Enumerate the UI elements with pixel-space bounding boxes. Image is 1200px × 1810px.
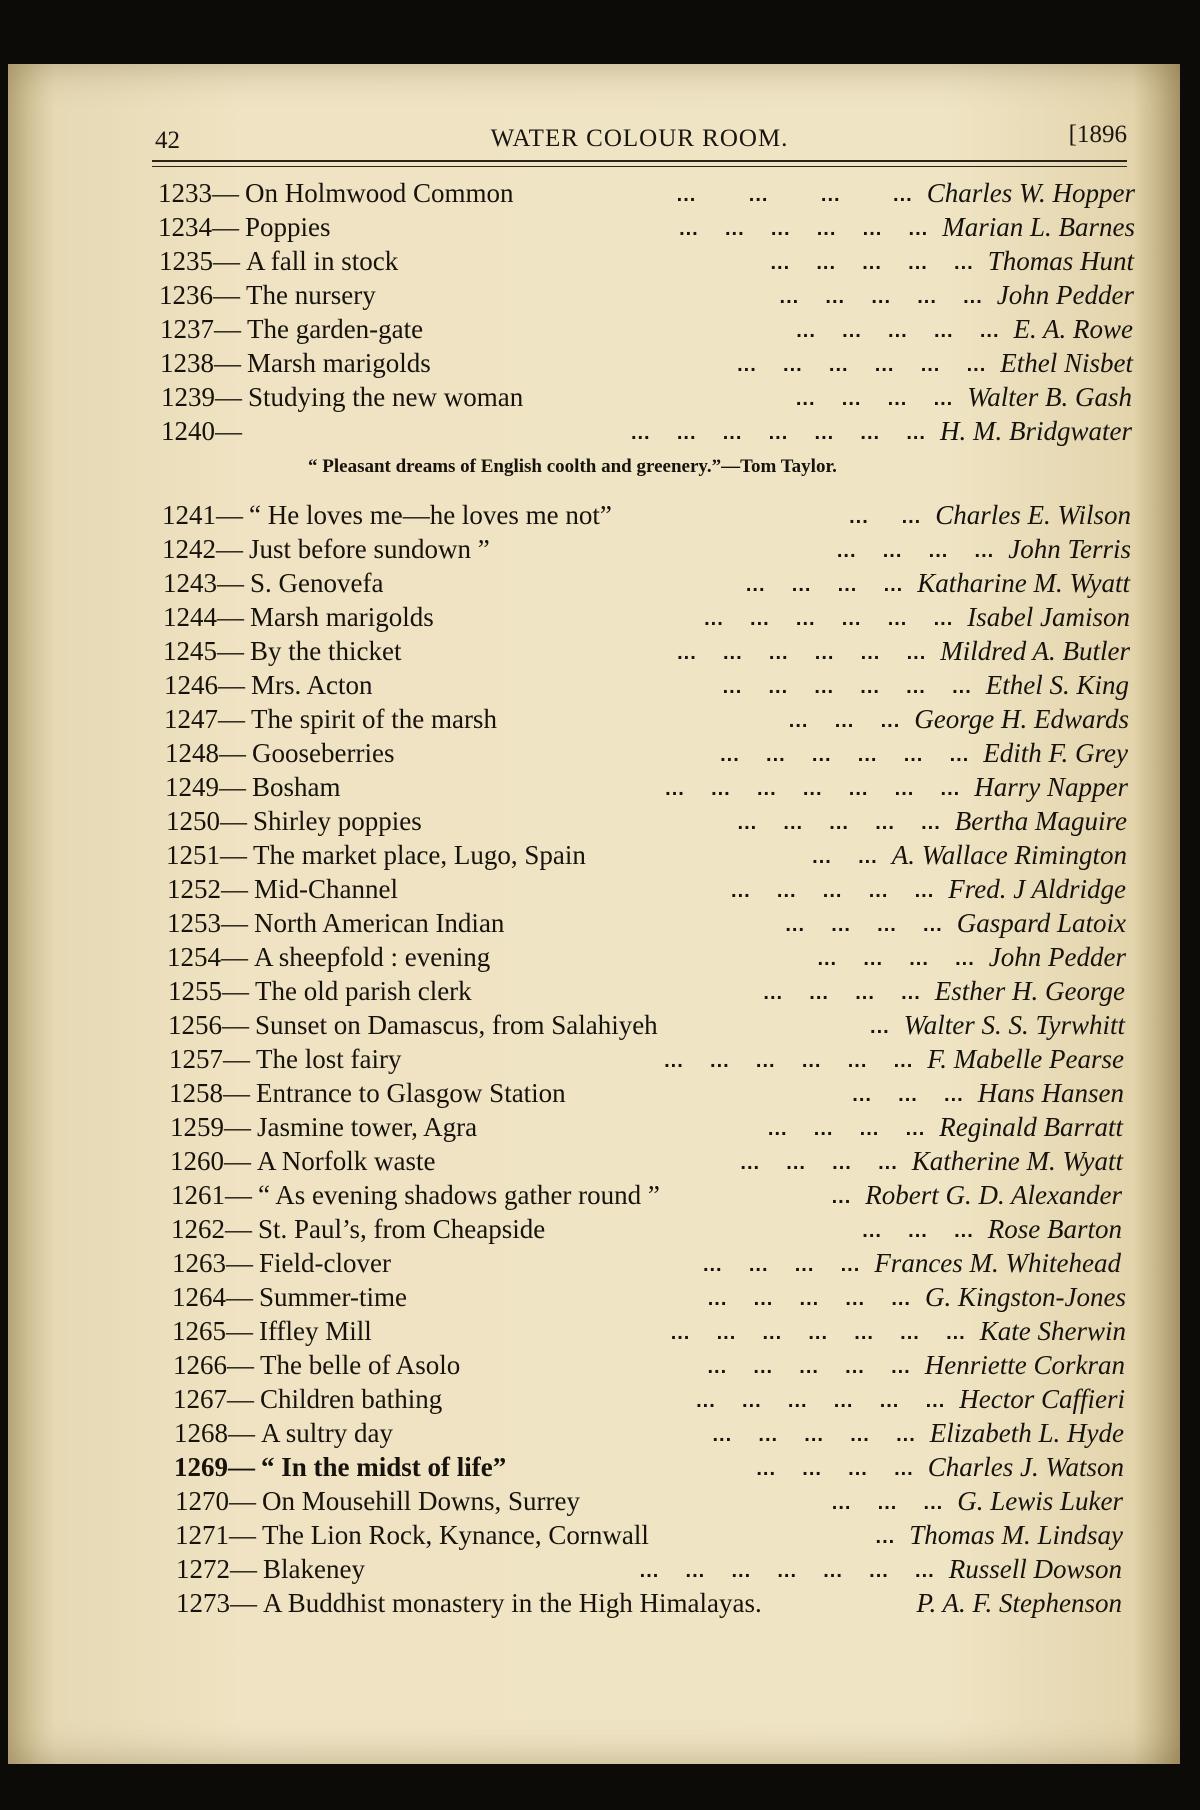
entry-title: By the thicket (250, 636, 402, 666)
artist-name: G. Lewis Luker (957, 1486, 1123, 1516)
entry-title: Studying the new woman (248, 382, 524, 412)
entry-number: 1262— (171, 1214, 252, 1244)
leader-dots: ... ... ... ... ... (707, 1356, 911, 1378)
page-header (152, 121, 1127, 161)
leader-dots: ... ... ... (831, 1492, 944, 1514)
artist-name: Charles W. Hopper (926, 178, 1135, 208)
leader-dots: ... ... (849, 506, 922, 528)
artist-name: Katherine M. Wyatt (911, 1146, 1123, 1176)
entry-title: Jasmine tower, Agra (257, 1112, 478, 1142)
artist-name: Katharine M. Wyatt (917, 568, 1130, 598)
artist-name: Robert G. D. Alexander (865, 1180, 1122, 1210)
catalogue-entry (0, 872, 1200, 906)
leader-dots: ... (831, 1186, 852, 1208)
entry-number: 1247— (164, 704, 245, 734)
artist-name: George H. Edwards (914, 704, 1129, 734)
entry-number: 1240— (161, 416, 242, 446)
artist-name: Bertha Maguire (954, 806, 1127, 836)
artist-name: Reginald Barratt (939, 1112, 1123, 1142)
epigraph-quote (0, 448, 1200, 498)
artist-name: Frances M. Whitehead (874, 1248, 1121, 1278)
leader-dots: ... ... ... ... (836, 540, 995, 562)
entry-number: 1248— (165, 738, 246, 768)
entry-number: 1244— (163, 602, 244, 632)
leader-dots: ... ... ... ... ... ... (737, 354, 987, 376)
artist-name: Charles J. Watson (927, 1452, 1124, 1482)
entry-title: Mid-Channel (254, 874, 398, 904)
catalogue-entry (0, 1246, 1200, 1280)
entry-title: A sultry day (261, 1418, 393, 1448)
catalogue-entry (0, 532, 1200, 566)
page-number: 42 (155, 127, 180, 154)
entry-number: 1254— (167, 942, 248, 972)
leader-dots: ... ... ... ... ... (737, 812, 941, 834)
entry-title: Gooseberries (252, 738, 395, 768)
entry-number: 1249— (165, 772, 246, 802)
catalogue-entry (0, 1110, 1200, 1144)
entry-title: “ In the midst of life” (261, 1452, 507, 1482)
catalogue-entry (0, 1586, 1200, 1620)
catalogue-entry (0, 1212, 1200, 1246)
entry-title: Poppies (245, 212, 331, 242)
leader-dots: ... ... ... ... ... ... (722, 676, 972, 698)
catalogue-entry (0, 1280, 1200, 1314)
entry-title: On Holmwood Common (245, 178, 514, 208)
artist-name: Edith F. Grey (983, 738, 1128, 768)
leader-dots: ... ... ... ... ... ... (677, 642, 927, 664)
entry-title: Iffley Mill (259, 1316, 372, 1346)
artist-name: Thomas M. Lindsay (909, 1520, 1123, 1550)
artist-name: H. M. Bridgwater (940, 416, 1132, 446)
entry-number: 1251— (166, 840, 247, 870)
artist-name: Russell Dowson (948, 1554, 1122, 1584)
leader-dots: ... (870, 1016, 890, 1038)
catalogue-entry (0, 1042, 1200, 1076)
entry-title: The lost fairy (256, 1044, 402, 1074)
entry-title: A Buddhist monastery in the High Himalayas. (263, 1588, 762, 1618)
entry-number: 1260— (170, 1146, 251, 1176)
entry-number: 1235— (159, 246, 240, 276)
leader-dots: ... ... ... ... ... ... (679, 218, 929, 240)
artist-name: Walter B. Gash (967, 382, 1132, 412)
entry-number: 1259— (170, 1112, 251, 1142)
entry-title: Summer-time (259, 1282, 407, 1312)
catalogue-entry (0, 414, 1200, 448)
artist-name: Henriette Corkran (924, 1350, 1125, 1380)
artist-name: Rose Barton (987, 1214, 1122, 1244)
entry-title: Marsh marigolds (247, 348, 431, 378)
catalogue-entry (0, 1178, 1200, 1212)
leader-dots: ... ... ... ... (745, 574, 904, 596)
entry-number: 1267— (173, 1384, 254, 1414)
entry-number: 1258— (169, 1078, 250, 1108)
catalogue-entry (0, 736, 1200, 770)
entry-number: 1273— (176, 1588, 257, 1618)
entry-title: St. Paul’s, from Cheapside (258, 1214, 546, 1244)
entry-number: 1269— (174, 1452, 255, 1482)
leader-dots: ... ... ... ... (767, 1118, 926, 1140)
catalogue-entry (0, 1416, 1200, 1450)
leader-dots: ... ... ... ... ... ... (664, 1050, 914, 1072)
entry-number: 1236— (159, 280, 240, 310)
entry-title: On Mousehill Downs, Surrey (262, 1486, 580, 1516)
artist-name: Marian L. Barnes (942, 212, 1135, 242)
leader-dots: ... ... ... ... (763, 982, 921, 1004)
artist-name: Walter S. S. Tyrwhitt (903, 1010, 1125, 1040)
artist-name: Hector Caffieri (959, 1384, 1125, 1414)
epigraph-text: “ Pleasant dreams of English coolth and greenery.”—Tom Taylor. (308, 456, 837, 477)
leader-dots: ... ... ... ... ... (712, 1424, 916, 1446)
artist-name: P. A. F. Stephenson (916, 1588, 1122, 1618)
entry-number: 1234— (158, 212, 239, 242)
catalogue-entry (0, 1348, 1200, 1382)
leader-dots: ... ... ... ... ... (707, 1288, 911, 1310)
entry-title: The belle of Asolo (260, 1350, 461, 1380)
artist-name: Harry Napper (974, 772, 1128, 802)
leader-dots: ... ... ... ... ... ... ... (630, 422, 926, 444)
leader-dots: ... ... ... ... ... (779, 286, 983, 308)
artist-name: Thomas Hunt (987, 246, 1134, 276)
entry-number: 1253— (167, 908, 248, 938)
entry-title: “ As evening shadows gather round ” (258, 1180, 660, 1210)
leader-dots: ... ... ... ... (756, 1458, 914, 1480)
artist-name: Charles E. Wilson (935, 500, 1131, 530)
leader-dots: ... ... ... ... (676, 184, 913, 206)
catalogue-entry (0, 906, 1200, 940)
catalogue-entry (0, 1144, 1200, 1178)
artist-name: Ethel Nisbet (1000, 348, 1133, 378)
entry-title: Shirley poppies (253, 806, 422, 836)
leader-dots: ... ... ... ... ... ... (720, 744, 970, 766)
entry-number: 1237— (160, 314, 241, 344)
artist-name: Gaspard Latoix (956, 908, 1126, 938)
catalogue-entry (0, 1518, 1200, 1552)
entry-number: 1250— (166, 806, 247, 836)
catalogue-entry (0, 346, 1200, 380)
artist-name: Hans Hansen (977, 1078, 1124, 1108)
entry-number: 1242— (162, 534, 243, 564)
artist-name: John Pedder (988, 942, 1126, 972)
leader-dots: ... ... ... ... (817, 948, 975, 970)
artist-name: John Pedder (996, 280, 1134, 310)
catalogue-entry (0, 702, 1200, 736)
catalogue-entry (0, 600, 1200, 634)
entry-title: A sheepfold : evening (254, 942, 491, 972)
leader-dots: ... ... ... ... ... ... (704, 608, 954, 630)
leader-dots: ... ... ... ... ... (796, 320, 1000, 342)
catalogue-entry (0, 176, 1200, 210)
artist-name: A. Wallace Rimington (891, 840, 1127, 870)
catalogue-entry (0, 312, 1200, 346)
artist-name: John Terris (1008, 534, 1131, 564)
year-label: [1896 (1068, 121, 1127, 148)
header-rule (152, 160, 1127, 162)
catalogue-entry (0, 1484, 1200, 1518)
leader-dots: ... ... ... ... ... ... ... (639, 1560, 935, 1582)
catalogue-entry (0, 634, 1200, 668)
catalogue-entry (0, 804, 1200, 838)
artist-name: Mildred A. Butler (940, 636, 1130, 666)
entry-number: 1263— (172, 1248, 253, 1278)
entry-title: “ He loves me—he loves me not” (249, 500, 612, 530)
leader-dots: ... ... ... ... ... ... ... (665, 778, 961, 800)
entry-title: Children bathing (260, 1384, 443, 1414)
entry-title: The spirit of the marsh (251, 704, 497, 734)
entry-number: 1252— (167, 874, 248, 904)
catalogue-entry (0, 244, 1200, 278)
artist-name: Isabel Jamison (967, 602, 1130, 632)
entry-title: Sunset on Damascus, from Salahiyeh (255, 1010, 658, 1040)
entry-title: The old parish clerk (255, 976, 472, 1006)
leader-dots: ... ... ... ... ... ... (696, 1390, 946, 1412)
catalogue-entry (0, 566, 1200, 600)
artist-name: E. A. Rowe (1013, 314, 1133, 344)
entry-number: 1256— (168, 1010, 249, 1040)
leader-dots: ... ... ... ... ... (770, 252, 974, 274)
entry-number: 1243— (163, 568, 244, 598)
catalogue-list (0, 176, 1200, 1620)
entry-title: Bosham (252, 772, 341, 802)
entry-title: S. Genovefa (250, 568, 384, 598)
entry-number: 1265— (172, 1316, 253, 1346)
catalogue-entry (0, 974, 1200, 1008)
catalogue-entry (0, 1552, 1200, 1586)
artist-name: Ethel S. King (985, 670, 1129, 700)
entry-number: 1246— (164, 670, 245, 700)
leader-dots: ... ... ... ... ... (731, 880, 935, 902)
artist-name: Fred. J Aldridge (948, 874, 1126, 904)
entry-number: 1264— (172, 1282, 253, 1312)
entry-number: 1270— (175, 1486, 256, 1516)
catalogue-entry (0, 668, 1200, 702)
entry-title: Mrs. Acton (251, 670, 373, 700)
entry-title: Just before sundown ” (249, 534, 490, 564)
entry-number: 1239— (161, 382, 242, 412)
entry-title: Marsh marigolds (250, 602, 434, 632)
leader-dots: ... ... ... ... (740, 1152, 898, 1174)
entry-number: 1272— (176, 1554, 257, 1584)
catalogue-entry (0, 838, 1200, 872)
leader-dots: ... ... (812, 846, 878, 868)
catalogue-entry (0, 1076, 1200, 1110)
entry-title: Field-clover (259, 1248, 391, 1278)
catalogue-entry (0, 1382, 1200, 1416)
artist-name: Esther H. George (934, 976, 1125, 1006)
entry-number: 1271— (175, 1520, 256, 1550)
catalogue-entry (0, 498, 1200, 532)
entry-number: 1261— (171, 1180, 252, 1210)
header-rule-thin (152, 166, 1127, 167)
artist-name: Elizabeth L. Hyde (929, 1418, 1124, 1448)
entry-title: North American Indian (254, 908, 505, 938)
catalogue-entry (0, 210, 1200, 244)
leader-dots: ... ... ... (862, 1220, 974, 1242)
leader-dots: ... ... ... (852, 1084, 964, 1106)
entry-number: 1241— (162, 500, 243, 530)
entry-title: The nursery (246, 280, 376, 310)
artist-name: Kate Sherwin (979, 1316, 1126, 1346)
entry-title: Blakeney (263, 1554, 365, 1584)
catalogue-entry (0, 940, 1200, 974)
catalogue-entry (0, 380, 1200, 414)
entry-number: 1238— (160, 348, 241, 378)
leader-dots: ... ... ... ... ... ... ... (670, 1322, 966, 1344)
catalogue-entry (0, 770, 1200, 804)
catalogue-entry (0, 278, 1200, 312)
entry-title: A Norfolk waste (257, 1146, 436, 1176)
entry-number: 1245— (163, 636, 244, 666)
entry-title: Entrance to Glasgow Station (256, 1078, 566, 1108)
entry-title: The Lion Rock, Kynance, Cornwall (262, 1520, 649, 1550)
entry-number: 1266— (173, 1350, 254, 1380)
catalogue-entry (0, 1314, 1200, 1348)
leader-dots: ... ... ... (788, 710, 901, 732)
artist-name: G. Kingston-Jones (925, 1282, 1126, 1312)
entry-title: The market place, Lugo, Spain (253, 840, 586, 870)
catalogue-entry (0, 1008, 1200, 1042)
entry-title: The garden-gate (247, 314, 424, 344)
leader-dots: ... ... ... ... (785, 914, 943, 936)
entry-number: 1268— (174, 1418, 255, 1448)
artist-name: F. Mabelle Pearse (927, 1044, 1124, 1074)
entry-title: A fall in stock (246, 246, 399, 276)
entry-number: 1255— (168, 976, 249, 1006)
page-title: WATER COLOUR ROOM. (490, 125, 789, 152)
leader-dots: ... (875, 1526, 896, 1548)
leader-dots: ... ... ... ... (702, 1254, 861, 1276)
leader-dots: ... ... ... ... (795, 388, 954, 410)
entry-number: 1257— (169, 1044, 250, 1074)
entry-number: 1233— (158, 178, 239, 208)
catalogue-entry (0, 1450, 1200, 1484)
